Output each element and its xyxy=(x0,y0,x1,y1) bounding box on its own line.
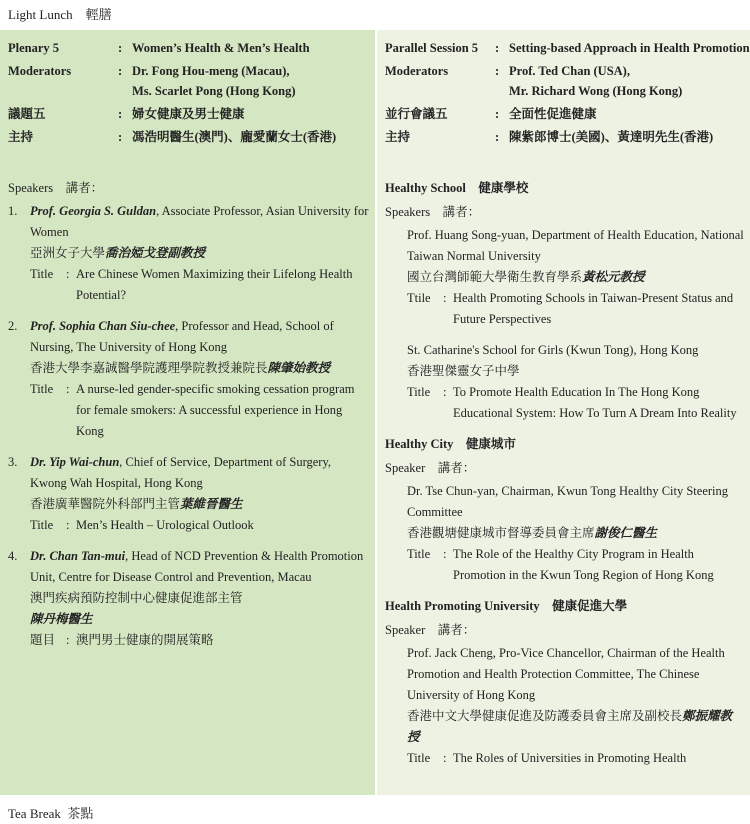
colon: : xyxy=(66,633,70,647)
item-number: 4. xyxy=(8,549,18,563)
tea-break-en: Tea Break xyxy=(8,806,61,821)
title-label: Title xyxy=(30,267,54,281)
title-label: Title xyxy=(407,751,431,765)
colon: : xyxy=(66,267,70,281)
section-heading: Healthy City 健康城市 xyxy=(385,437,516,451)
colon: : xyxy=(443,751,447,765)
speaker-desc: Dr. Tse Chun-yan, Chairman, Kwun Tong Healthy City Steering Committee xyxy=(407,484,729,519)
parallel-session-5-panel xyxy=(377,30,750,795)
speaker-zh xyxy=(407,267,744,288)
speakers-label: Speaker 講者： xyxy=(385,461,476,475)
speaker-item xyxy=(8,316,369,442)
affiliation-zh: 澳門疾病預防控制中心健康促進部主管 xyxy=(30,591,243,605)
affiliation-zh: 香港觀塘健康城市督導委員會主席 xyxy=(407,526,595,540)
talk-title-line xyxy=(407,288,744,330)
talk-title: Health Promoting Schools in Taiwan-Present Status and Future Perspectives xyxy=(453,291,734,326)
speaker-zh xyxy=(30,588,369,630)
talk-title: The Role of the Healthy City Program in Health Promotion in the Kwun Tong Region of Hong Kong xyxy=(453,547,714,582)
speaker-desc: Prof. Huang Song-yuan, Department of Health Education, National Taiwan Normal University xyxy=(407,228,744,263)
session-label: Parallel Session 5 xyxy=(385,41,479,55)
speakers-label: Speakers 講者： xyxy=(385,205,481,219)
session-topic-zh: 婦女健康及男士健康 xyxy=(132,107,245,121)
moderators-label-zh: 主持 xyxy=(8,130,34,144)
speaker-desc: Prof. Jack Cheng, Pro-Vice Chancellor, Chairman of the Health Promotion and Health Protection Committee, The Chinese University of Hong Kong xyxy=(407,646,725,702)
speaker-details xyxy=(30,452,369,536)
speaker-item xyxy=(8,452,369,536)
speaker-name-zh: 喬治婭戈登副教授 xyxy=(105,246,206,260)
speaker-zh xyxy=(407,706,744,748)
affiliation-zh: 亞洲女子大學 xyxy=(30,246,106,260)
speaker-desc: St. Catharine's School for Girls (Kwun Tong), Hong Kong xyxy=(407,343,699,357)
affiliation-zh: 香港廣華醫院外科部門主管 xyxy=(30,497,181,511)
session-topic: Women’s Health & Men’s Health xyxy=(132,41,310,55)
affiliation-zh: 國立台灣師範大學衛生教育學系 xyxy=(407,270,583,284)
session-topic-zh: 全面性促進健康 xyxy=(509,107,597,121)
setting-section xyxy=(385,596,744,769)
speaker-name-zh: 陳丹梅醫生 xyxy=(30,612,93,626)
speaker-desc xyxy=(30,546,369,588)
session-topic: Setting-based Approach in Health Promotion xyxy=(509,41,750,55)
title-label: Title xyxy=(407,385,431,399)
moderators-label-zh: 主持 xyxy=(385,130,411,144)
plenary-speakers xyxy=(8,178,369,661)
speaker-name-zh: 鄭振耀教授 xyxy=(407,709,733,744)
speaker-zh xyxy=(407,361,744,382)
colon: : xyxy=(443,547,447,561)
section-heading: Health Promoting University 健康促進大學 xyxy=(385,599,628,613)
session-label-zh: 並行會議五 xyxy=(385,107,448,121)
speaker-name: Prof. Georgia S. Guldan xyxy=(30,204,157,218)
speaker-name: Prof. Sophia Chan Siu-chee xyxy=(30,319,176,333)
light-lunch-heading xyxy=(8,4,112,23)
talk-title-line xyxy=(30,264,369,306)
speaker-item xyxy=(8,201,369,306)
tea-break-heading xyxy=(8,803,93,822)
title-label: Ttile xyxy=(407,291,431,305)
speaker-item xyxy=(385,225,744,330)
setting-section xyxy=(385,178,744,424)
speaker-item xyxy=(8,546,369,651)
moderators: Dr. Fong Hou-meng (Macau), Ms. Scarlet Pong (Hong Kong) xyxy=(132,64,296,98)
speaker-name-zh: 黃松元教授 xyxy=(582,270,645,284)
colon: : xyxy=(66,518,70,532)
speaker-name-zh: 謝俊仁醫生 xyxy=(594,526,658,540)
speaker-desc xyxy=(30,201,369,243)
speaker-details xyxy=(30,201,369,306)
plenary-header: Plenary 5 : Women’s Health & Men’s Health Moderators : Dr. Fong Hou-meng (Macau), Ms. Scarlet Pong (Hong Kong) 議題五 : 婦女健康及男士健康 主持 : 馮浩明醫生(澳門)、龐愛蘭女士(香港) xyxy=(8,38,336,147)
colon: : xyxy=(443,385,447,399)
speaker-name: Dr. Yip Wai-chun xyxy=(30,455,120,469)
colon: : xyxy=(443,291,447,305)
talk-title-line xyxy=(30,630,369,651)
talk-title: The Roles of Universities in Promoting Health xyxy=(453,751,687,765)
moderators-label: Moderators xyxy=(8,64,72,78)
moderators-label: Moderators xyxy=(385,64,449,78)
tea-break-zh: 茶點 xyxy=(67,806,94,821)
talk-title: Are Chinese Women Maximizing their Lifelong Health Potential? xyxy=(76,267,353,302)
affiliation-zh: 香港大學李嘉誠醫學院護理學院教授兼院長 xyxy=(30,361,268,375)
talk-title-line xyxy=(407,382,744,424)
speaker-affiliation: , Associate Professor, Asian University for Women xyxy=(30,204,369,239)
speaker-item xyxy=(385,340,744,424)
talk-title: A nurse-led gender-specific smoking cessation program for female smokers: A successful experience in Hong Kong xyxy=(76,382,355,438)
moderators: Prof. Ted Chan (USA), Mr. Richard Wong (Hong Kong) xyxy=(509,64,683,98)
talk-title: Men’s Health – Urological Outlook xyxy=(76,518,254,532)
light-lunch-en: Light Lunch xyxy=(8,7,73,22)
item-number: 2. xyxy=(8,319,18,333)
speaker-affiliation: , Chief of Service, Department of Surgery, Kwong Wah Hospital, Hong Kong xyxy=(30,455,332,490)
talk-title-line xyxy=(30,515,369,536)
title-label: 題目 xyxy=(30,633,56,647)
setting-section xyxy=(385,434,744,586)
title-label: Title xyxy=(407,547,431,561)
speaker-item xyxy=(385,643,744,769)
speaker-zh xyxy=(407,523,744,544)
item-number: 1. xyxy=(8,204,18,218)
title-label: Title xyxy=(30,518,54,532)
speakers-label: Speakers 講者： xyxy=(8,181,104,195)
item-number: 3. xyxy=(8,455,18,469)
session-label-zh: 議題五 xyxy=(8,107,46,121)
speaker-affiliation: , Head of NCD Prevention & Health Promotion Unit, Centre for Disease Control and Prevention, Macau xyxy=(30,549,364,584)
talk-title: To Promote Health Education In The Hong Kong Educational System: How To Turn A Dream Into Reality xyxy=(453,385,737,420)
parallel-sections xyxy=(385,178,744,769)
affiliation-zh: 香港中文大學健康促進及防護委員會主席及副校長 xyxy=(407,709,683,723)
speaker-zh xyxy=(30,243,369,264)
speaker-zh xyxy=(30,494,369,515)
speaker-zh xyxy=(30,358,369,379)
speaker-affiliation: , Professor and Head, School of Nursing, The University of Hong Kong xyxy=(30,319,334,354)
title-label: Title xyxy=(30,382,54,396)
talk-title-line xyxy=(30,379,369,442)
section-heading: Healthy School 健康學校 xyxy=(385,181,529,195)
talk-title-line xyxy=(407,544,744,586)
affiliation-zh: 香港聖傑靈女子中學 xyxy=(407,364,520,378)
speakers-label: Speaker 講者： xyxy=(385,623,476,637)
speaker-details xyxy=(30,546,369,651)
speaker-name: Dr. Chan Tan-mui xyxy=(30,549,126,563)
talk-title: 澳門男士健康的開展策略 xyxy=(76,633,214,647)
talk-title-line xyxy=(407,748,744,769)
light-lunch-zh: 輕膳 xyxy=(85,7,112,22)
moderators-zh: 陳紫郎博士(美國)、黃達明先生(香港) xyxy=(509,130,714,144)
colon: : xyxy=(66,382,70,396)
parallel-header: Parallel Session 5 : Setting-based Approach in Health Promotion Moderators : Prof. Ted Chan (USA), Mr. Richard Wong (Hong Kong) 並行會議五 : 全面性促進健康 主持 : 陳紫郎博士(美國)、黃達明先生(香港) xyxy=(385,38,750,147)
speaker-details xyxy=(30,316,369,442)
speaker-name-zh: 陳肇始教授 xyxy=(267,361,331,375)
speaker-name-zh: 葉維晉醫生 xyxy=(180,497,243,511)
moderators-zh: 馮浩明醫生(澳門)、龐愛蘭女士(香港) xyxy=(132,130,337,144)
speaker-desc xyxy=(30,316,369,358)
session-label: Plenary 5 xyxy=(8,41,60,55)
speaker-desc xyxy=(30,452,369,494)
plenary-5-panel xyxy=(0,30,375,795)
speaker-item xyxy=(385,481,744,586)
